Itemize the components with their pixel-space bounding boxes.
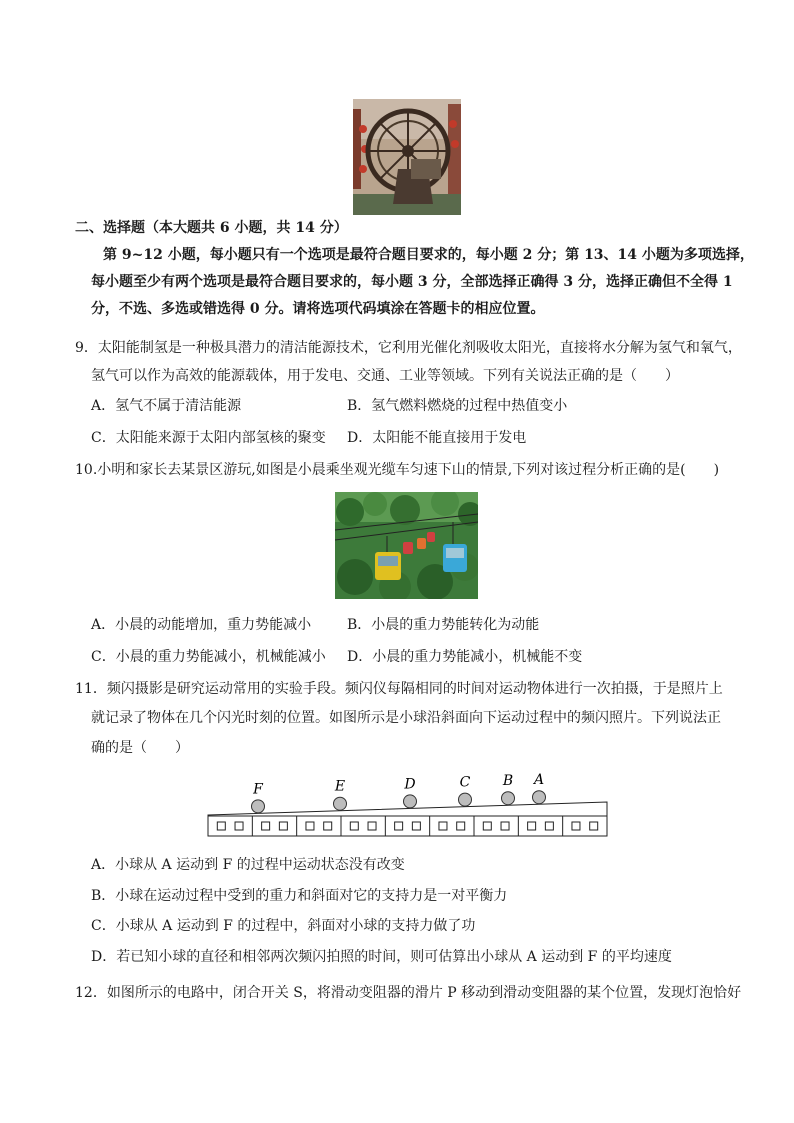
ball-e	[334, 797, 347, 810]
q10-stem: 10.小明和家长去某景区游玩,如图是小晨乘坐观光缆车匀速下山的情景,下列对该过程分析正确的是( )	[75, 462, 720, 478]
q11-option-a: A．小球从 A 运动到 F 的过程中运动状态没有改变	[91, 857, 405, 873]
q11-option-d: D．若已知小球的直径和相邻两次频闪拍照的时间，则可估算出小球从 A 运动到 F 的平均速度	[91, 949, 672, 965]
ball-c	[459, 793, 472, 806]
q9-stem-line-2: 氢气可以作为高效的能源载体，用于发电、交通、工业等领域。下列有关说法正确的是（ ）	[91, 368, 679, 384]
ball-b	[502, 792, 515, 805]
q11-stem-line-1: 11．频闪摄影是研究运动常用的实验手段。频闪仪每隔相同的时间对运动物体进行一次拍摄，于是照片上	[75, 681, 723, 697]
section-title: 二、选择题（本大题共 6 小题，共 14 分）	[75, 220, 348, 236]
q11-option-c: C．小球从 A 运动到 F 的过程中，斜面对小球的支持力做了功	[91, 918, 476, 934]
ball-label-c: C	[459, 774, 471, 791]
ball-label-b: B	[502, 773, 514, 790]
q9-option-b: B．氢气燃料燃烧的过程中热值变小	[347, 398, 568, 414]
q10-option-d: D．小晨的重力势能减小，机械能不变	[347, 649, 583, 665]
strobe-photo-diagram	[205, 770, 610, 840]
water-wheel-photo	[353, 99, 461, 215]
q9-option-c: C．太阳能来源于太阳内部氢核的聚变	[91, 430, 326, 446]
q9-option-d: D．太阳能不能直接用于发电	[347, 430, 527, 446]
q9-option-a: A．氢气不属于清洁能源	[91, 398, 242, 414]
q11-stem-line-2: 就记录了物体在几个闪光时刻的位置。如图所示是小球沿斜面向下运动过程中的频闪照片。下列说法正	[91, 710, 721, 726]
section-instructions-line-3: 分，不选、多选或错选得 0 分。请将选项代码填涂在答题卡的相应位置。	[91, 301, 545, 317]
q12-stem: 12．如图所示的电路中，闭合开关 S，将滑动变阻器的滑片 P 移动到滑动变阻器的某个位置，发现灯泡恰好	[75, 985, 742, 1001]
q10-option-c: C．小晨的重力势能减小，机械能减小	[91, 649, 326, 665]
q11-stem-line-3: 确的是（ ）	[91, 740, 189, 756]
ball-label-d: D	[404, 776, 416, 793]
section-instructions-line-2: 每小题至少有两个选项是最符合题目要求的，每小题 3 分，全部选择正确得 3 分，选择正确但不全得 1	[91, 274, 733, 290]
ball-a	[533, 791, 546, 804]
q10-option-a: A．小晨的动能增加，重力势能减小	[91, 617, 312, 633]
ball-label-a: A	[533, 772, 545, 789]
section-instructions-line-1: 第 9~12 小题，每小题只有一个选项是最符合题目要求的，每小题 2 分；第 13、14 小题为多项选择，	[103, 247, 754, 263]
cable-car-photo	[335, 492, 478, 599]
ball-label-f: F	[253, 781, 263, 798]
q10-option-b: B．小晨的重力势能转化为动能	[347, 617, 540, 633]
ball-f	[252, 800, 265, 813]
ball-label-e: E	[334, 778, 346, 795]
ball-d	[404, 795, 417, 808]
q9-stem-line-1: 9．太阳能制氢是一种极具潜力的清洁能源技术，它利用光催化剂吸收太阳光，直接将水分解为氢气和氧气，	[75, 340, 742, 356]
q11-option-b: B．小球在运动过程中受到的重力和斜面对它的支持力是一对平衡力	[91, 888, 508, 904]
